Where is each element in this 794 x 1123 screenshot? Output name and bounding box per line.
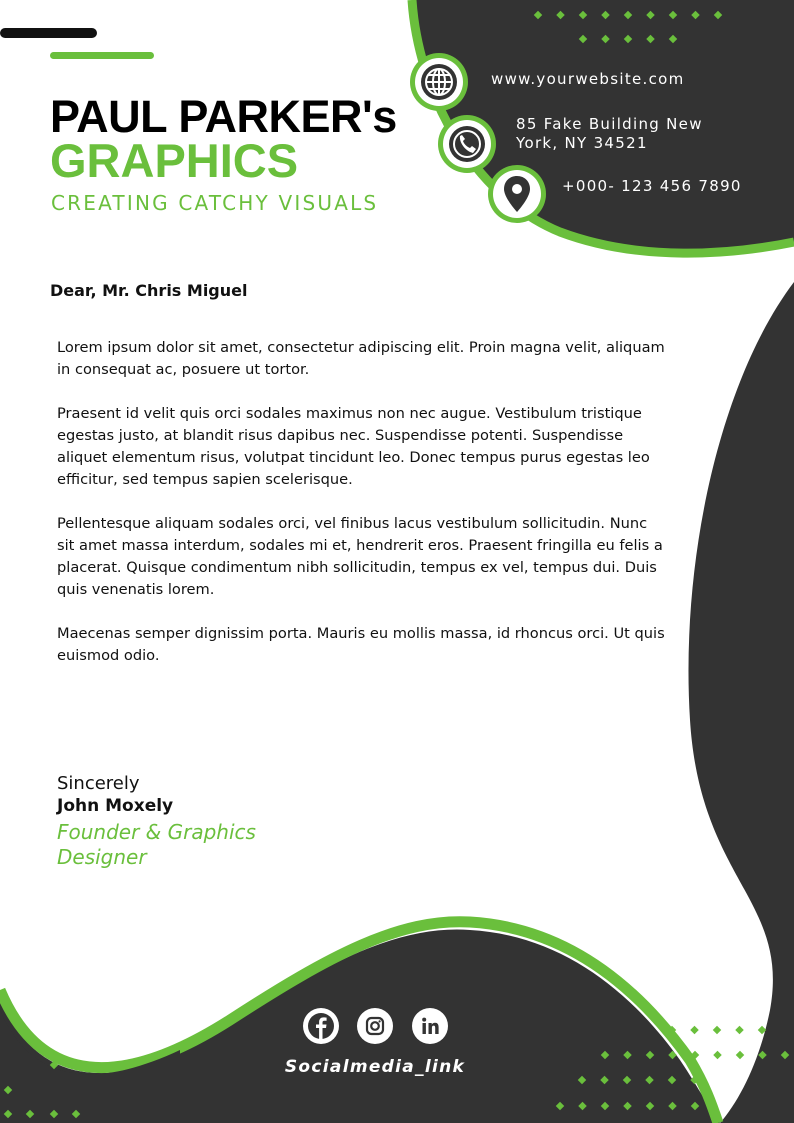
facebook-icon[interactable] bbox=[303, 1008, 339, 1044]
right-dark-shape bbox=[688, 282, 794, 1123]
linkedin-icon[interactable] bbox=[412, 1008, 448, 1044]
decorative-dot bbox=[690, 1026, 698, 1034]
signer-name: John Moxely bbox=[57, 796, 174, 816]
phone-text: +000- 123 456 7890 bbox=[562, 177, 742, 195]
social-media-link[interactable]: Socialmedia_link bbox=[284, 1057, 466, 1077]
address-line2: York, NY 34521 bbox=[516, 134, 648, 152]
letter-greeting: Dear, Mr. Chris Miguel bbox=[50, 281, 248, 300]
company-subtitle: GRAPHICS bbox=[50, 134, 299, 187]
location-pin-icon bbox=[485, 162, 549, 226]
decorative-dot bbox=[713, 1051, 721, 1059]
instagram-icon[interactable] bbox=[357, 1008, 393, 1044]
decorative-dot bbox=[713, 1026, 721, 1034]
letter-body bbox=[57, 337, 667, 689]
website-text: www.yourwebsite.com bbox=[491, 70, 685, 88]
company-tagline: CREATING CATCHY VISUALS bbox=[51, 191, 379, 215]
company-title: PAUL PARKER's bbox=[50, 91, 397, 142]
decorative-dot bbox=[736, 1051, 744, 1059]
top-black-bar bbox=[0, 28, 97, 38]
letter-closing: Sincerely bbox=[57, 773, 140, 794]
letter-paragraph: Praesent id velit quis orci sodales maximus non nec augue. Vestibulum tristique egestas justo, at blandit risus dapibus nec. Suspendisse potenti. Suspendisse aliquet elementum risus, volutpat tincidunt leo. Donec tempus purus egestas leo efficitur, sed tempus sapien scelerisque. bbox=[57, 405, 650, 488]
top-green-bar bbox=[50, 52, 154, 59]
decorative-dot bbox=[735, 1026, 743, 1034]
letter-paragraph: Lorem ipsum dolor sit amet, consectetur adipiscing elit. Proin magna velit, aliquam in consequat ac, posuere ut tortor. bbox=[57, 339, 665, 378]
address-line1: 85 Fake Building New bbox=[516, 115, 703, 133]
letter-paragraph: Pellentesque aliquam sodales orci, vel finibus lacus vestibulum sollicitudin. Nunc sit amet massa interdum, sodales mi et, hendrerit eros. Praesent fringilla eu felis a placerat. Quisque condimentum nibh sollicitudin, tempus ex vel, tempus dui. Duis quis venenatis lorem. bbox=[57, 515, 663, 598]
signer-role: Founder & Graphics Designer bbox=[57, 820, 256, 869]
letter-paragraph: Maecenas semper dignissim porta. Mauris eu mollis massa, id rhoncus orci. Ut quis euismod odio. bbox=[57, 625, 665, 664]
globe-icon bbox=[407, 50, 471, 114]
